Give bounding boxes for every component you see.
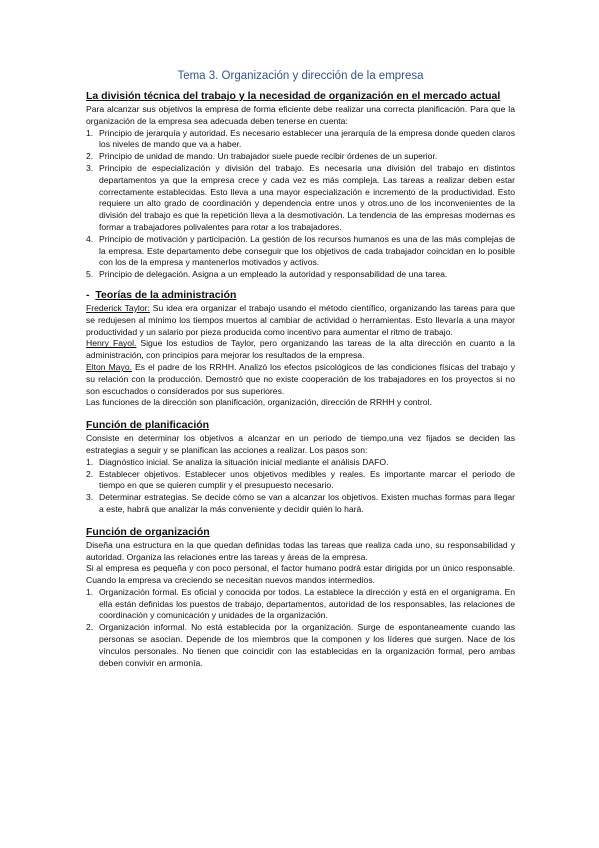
organization-types-list — [86, 587, 515, 670]
list-item: 3. Determinar estrategias. Se decide cómo se van a alcanzar los objetivos. Existen muchas formas para llegar a este, habrá que analizar la más conveniente y decidir quién lo hará. — [86, 492, 515, 514]
paragraph-functions: Las funciones de la dirección son planificación, organización, dirección de RRHH y control. — [86, 397, 432, 408]
section-intro: Si al empresa es pequeña y con poco personal, el factor humano podrá estar dirigida por un único responsable. Cuando la empresa va creciendo se necesitan nuevos mandos intermedios. — [86, 563, 515, 586]
section-heading-theories: - Teorías de la administración — [86, 288, 237, 301]
section-heading-organization: Función de organización — [86, 525, 210, 538]
list-item: 1. Diagnóstico inicial. Se analiza la situación inicial mediante el análisis DAFO. — [86, 456, 389, 467]
list-item: 3. Principio de especialización y división del trabajo. Es necesaria una división del trabajo en distintos departamentos ya que la empresa crece y cada vez es más compleja. Las tareas a realizar deben estar correctamente establecidas. Esto lleva a una mayor especialización e incremento de la productividad. Esto requiere un alto grado de coordinación y dependencia entre unos y otros.uno de los inconvenientes de la división del trabajo es que la repetición lleva a la desmotivación. La tendencia de las empresas modernas es formar a trabajadores polivalentes para rotar a los trabajadores. — [86, 162, 515, 232]
paragraph-taylor: Frederick Taylor: Su idea era organizar el trabajo usando el método científico, organizando las tareas para que se redujesen al mínimo los tiempos muertos al cambiar de actividad o herramientas. Esto llevaría a una mayor productividad y un salario por pieza producida como incentivo para aumentar el ritmo de trabajo. — [86, 302, 515, 337]
list-item: 2. Establecer objetivos. Establecer unos objetivos medibles y reales. Es importante marcar el periodo de tiempo en que se quieren cumplir y el presupuesto necesario. — [86, 468, 515, 491]
author-name: Henry Fayol. — [86, 338, 137, 349]
list-item: 1. Principio de jerarquía y autoridad. Es necesario establecer una jerarquía de la empresa donde queden claros los niveles de mando que va a haber. — [86, 127, 515, 150]
principles-list — [86, 128, 515, 281]
section-intro: Diseña una estructura en la que quedan definidas todas las tareas que realiza cada uno, su responsabilidad y autoridad. Organiza las relaciones entre las tareas y áreas de la empresa. — [86, 539, 515, 562]
list-item: 4. Principio de motivación y participación. La gestión de los recursos humanos es una de las más complejas de la empresa. Este departamento debe conseguir que los objetivos de cada trabajador coincidan en lo posible con los de la empresa y mantenerlos motivados y activos. — [86, 233, 515, 268]
document-title: Tema 3. Organización y dirección de la empresa — [177, 70, 424, 82]
list-item: 5. Principio de delegación. Asigna a un empleado la autoridad y responsabilidad de una tarea. — [86, 269, 448, 280]
planning-steps-list — [86, 457, 515, 516]
paragraph-fayol: Henry Fayol. Sigue los estudios de Taylor, pero organizando las tareas de la alta dirección en cuanto a la administración, con principios para mejorar los resultados de la empresa. — [86, 338, 515, 361]
list-item: 2. Organización informal. No está establecida por la organización. Surge de espontaneamente cuando las personas se asocian. Depende de los miembros que la componen y los líderes que surgen. Nace de los vínculos personales. No tienen que coincidir con las establecidas en la organización formal, pero ambas deben convivir en armonía. — [86, 622, 515, 668]
section-heading-planning: Función de planificación — [86, 419, 210, 432]
section-intro: Para alcanzar sus objetivos la empresa de forma eficiente debe realizar una correcta planificación. Para que la organización de la empresa sea adecuada deben tenerse en cuenta: — [86, 104, 515, 126]
list-item: 2. Principio de unidad de mando. Un trabajador suele puede recibir órdenes de un superior. — [86, 151, 438, 162]
list-item: 1. Organización formal. Es oficial y conocida por todos. La establece la dirección y está en el organigrama. En ella están definidas los puestos de trabajo, departamentos, autoridad de los responsables, las relaciones de coordinación y comunicación y unidades de la organización. — [86, 586, 515, 621]
author-name: Elton Mayo. — [86, 361, 132, 372]
section-intro: Consiste en determinar los objetivos a alcanzar en un periodo de tiempo.una vez fijados se deciden las estrategias a seguir y se planifican las acciones a realizar. Los pasos son: — [86, 433, 515, 455]
section-heading-division: La división técnica del trabajo y la necesidad de organización en el mercado actual — [86, 90, 501, 102]
paragraph-mayo: Elton Mayo. Es el padre de los RRHH. Analizó los efectos psicológicos de las condiciones físicas del trabajo y su relación con la producción. Demostró que no existe cooperación de los trabajadores en los proyectos si no son escuchados o considerados por sus superiores. — [86, 361, 515, 396]
author-name: Frederick Taylor: — [86, 302, 150, 313]
